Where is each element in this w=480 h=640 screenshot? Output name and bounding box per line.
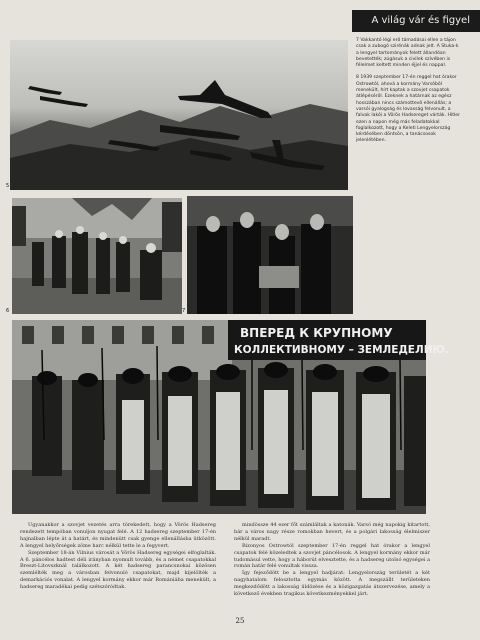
- banner-line-2: КОЛЛЕКТИВНОМУ – ЗЕМЛЕДЕЛИЮ.: [234, 344, 449, 356]
- photo-number-5: 5: [6, 183, 10, 189]
- caption-8: 8 1939 szeptember 17-én reggel hat órakor Ostrowtól, ahová a kormány Varsóból menekült, hírt kaptak a szovjet csapatok átlépéséről. Ezeknek a határnak az egész hosszában nincs számottevő ellenállás; a varsói gyalogság és lovasság felvonult, a falvak lakói a Vörös Hadsereget várták. Hitler ezen a napon még más feladatokkal foglalkozott, hogy a Keleti Lengyelország kérdésében döntsön, a tanácsosok jelenlétében.: [356, 75, 460, 144]
- body-right-paragraph-2: Bizonyos Ostrowtól szeptember 17-én reggel hat órakor a lengyel csapatok felé közeledtek a szovjet páncélosok. A lengyel kormány ekkor már tudomásul vette, hogy a háborút elvesztette, és a hadsereg utolsó egységei a román határ felé vonultak vissza.: [234, 542, 430, 570]
- photo-number-7: 7: [182, 308, 186, 314]
- body-left-paragraph-2: Szeptember 18-án Vilnius városát a Vörös Hadsereg egységei elfoglalták. A 6. páncélos hadtest déli irányban nyomult tovább, és a német csapatokkal Breszt-Litovszknál találkozott. A két hadsereg parancsnokai közösen szemlélték meg a városban felvonuló csapatokat, majd kijelölték a demarkációs vonalat. A lengyel kormány ekkor már Romániába menekült, a hadsereg maradékai pedig szétszóródtak.: [20, 549, 216, 591]
- body-right-paragraph-1: mindössze 44 ezer főt számláltak a katonák. Varsó még napokig kitartott, bár a város nagy része romokban hevert, és a polgári lakosság élelmiszer nélkül maradt.: [234, 522, 430, 542]
- body-column-left: [20, 522, 216, 591]
- page-number: 25: [235, 617, 245, 625]
- section-header: A világ vár és figyel: [352, 10, 480, 32]
- banner-line-1: ВПЕРЕД К КРУПНОМУ: [240, 326, 393, 340]
- body-column-right: [234, 522, 430, 598]
- photo-dive-bombers: [10, 40, 348, 190]
- photo-officers-marching: [12, 198, 182, 314]
- caption-column: [356, 38, 462, 151]
- body-right-paragraph-3: Így fejeződött be a lengyel hadjárat: Lengyelország területét a két nagyhatalom felosztotta egymás között. A megszállt területeken megkezdődött a lakosság üldözése és a közigazgatás átszervezése, amely a következő években tragikus következményekkel járt.: [234, 570, 430, 598]
- photo-number-6: 6: [6, 308, 10, 314]
- photo-officers-group: [187, 196, 353, 314]
- photo-soldiers-parade: [12, 320, 449, 514]
- caption-7: 7 Vakkantó légi erő támadásai ellen a tájon csak a zubogó szirénák adnak jelt. A Stuka-k a lengyel tartományok felett állandóan bevetették; zúgásuk a civilek szívében is félelmet keltett minden éjjel és nappal.: [356, 38, 459, 69]
- body-left-paragraph-1: Ugyanakkor a szovjet vezetés arra törekedett, hogy a Vörös Hadsereg rendezett tempóban vonuljon nyugat felé. A 12 hadsereg szeptember 17-én hajnalban lépte át a határt, és mindenütt csak gyenge ellenállásba ütközött. A lengyel helyőrségek zöme harc nélkül tette le a fegyvert.: [20, 522, 216, 549]
